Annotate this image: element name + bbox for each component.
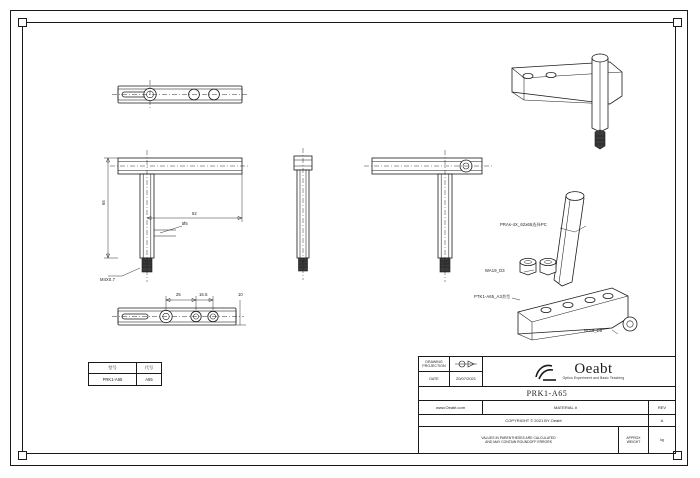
material-label: MATERIAL # bbox=[483, 401, 649, 414]
parts-table-header-model: 型号 bbox=[89, 363, 137, 373]
oeabt-logo-icon bbox=[534, 361, 560, 383]
website: www.Oeabt.com bbox=[419, 401, 483, 414]
parts-table-header-row bbox=[89, 363, 161, 374]
title-block-row-disclaimer bbox=[419, 427, 675, 453]
brand-tagline: Optics Experiment and Basic Teaching bbox=[562, 376, 625, 381]
parts-table bbox=[88, 362, 162, 386]
projection-block bbox=[419, 357, 483, 386]
dim-bottom-3: 10 bbox=[238, 292, 243, 297]
approx-label: APPROX bbox=[626, 435, 641, 440]
parts-table-cell-model: PRK1-A65 bbox=[89, 374, 137, 385]
view-top-bar bbox=[112, 80, 248, 110]
title-block-row-partnumber bbox=[419, 387, 675, 401]
brand-name: Oeabt bbox=[574, 361, 613, 378]
title-block-row-projection bbox=[419, 357, 675, 387]
disclaimer bbox=[419, 427, 619, 453]
view-isometric-exploded bbox=[512, 192, 637, 340]
disclaimer-line-1: VALUES IN PARENTHESES ARE CALCULATED bbox=[481, 435, 556, 440]
date-label: DATE bbox=[419, 372, 450, 387]
brand-logo-cell bbox=[483, 357, 675, 386]
dim-thread-note: M4X0.7 bbox=[100, 277, 116, 282]
projection-row bbox=[419, 357, 482, 372]
dim-bottom-1: 25 bbox=[176, 292, 181, 297]
weight-label-cell bbox=[619, 427, 649, 453]
view-front-tee-right bbox=[364, 150, 492, 282]
rev-value: A bbox=[660, 418, 664, 423]
callout-nut: NOut_D8 bbox=[584, 328, 603, 333]
view-front-tee bbox=[104, 150, 250, 282]
parts-table-cell-code: A65 bbox=[145, 377, 153, 382]
copyright-notice: COPYRIGHT © 2021 BY Oeabt bbox=[419, 415, 649, 426]
title-block bbox=[418, 356, 676, 454]
parts-table-row bbox=[89, 374, 161, 385]
dim-hole-dia: Ø5 bbox=[182, 221, 188, 226]
callout-washer: WA19_D3 bbox=[485, 268, 505, 273]
rev-label: REV bbox=[657, 405, 667, 410]
date-value: 20/07/2021 bbox=[455, 376, 477, 382]
dim-front-height: 65 bbox=[101, 200, 106, 205]
view-bottom-bar bbox=[112, 296, 246, 325]
title-block-row-material bbox=[419, 401, 675, 415]
projection-symbol bbox=[450, 360, 482, 368]
weight-label: WEIGHT bbox=[626, 440, 641, 444]
dim-bottom-2: 16.5 bbox=[199, 292, 208, 297]
dim-top-width: 52 bbox=[192, 211, 197, 216]
disclaimer-line-2: AND MAY CONTAIN ROUNDOFF ERRORS bbox=[485, 440, 552, 444]
title-block-row-copyright bbox=[419, 415, 675, 427]
part-number: PRK1-A65 bbox=[526, 389, 568, 398]
callout-rod: PTK1-A65_A3类型 bbox=[474, 294, 511, 299]
first-angle-symbol-icon bbox=[455, 360, 477, 368]
weight-value: kg bbox=[660, 437, 664, 442]
parts-table-header-code: 代号 bbox=[144, 365, 154, 370]
date-row bbox=[419, 372, 482, 387]
view-isometric-top bbox=[512, 54, 622, 149]
view-post-side bbox=[294, 148, 312, 280]
callout-screw: PRAs-4X_62x65选择PC bbox=[500, 222, 547, 227]
projection-label: DRAWING PROJECTION bbox=[419, 357, 450, 371]
